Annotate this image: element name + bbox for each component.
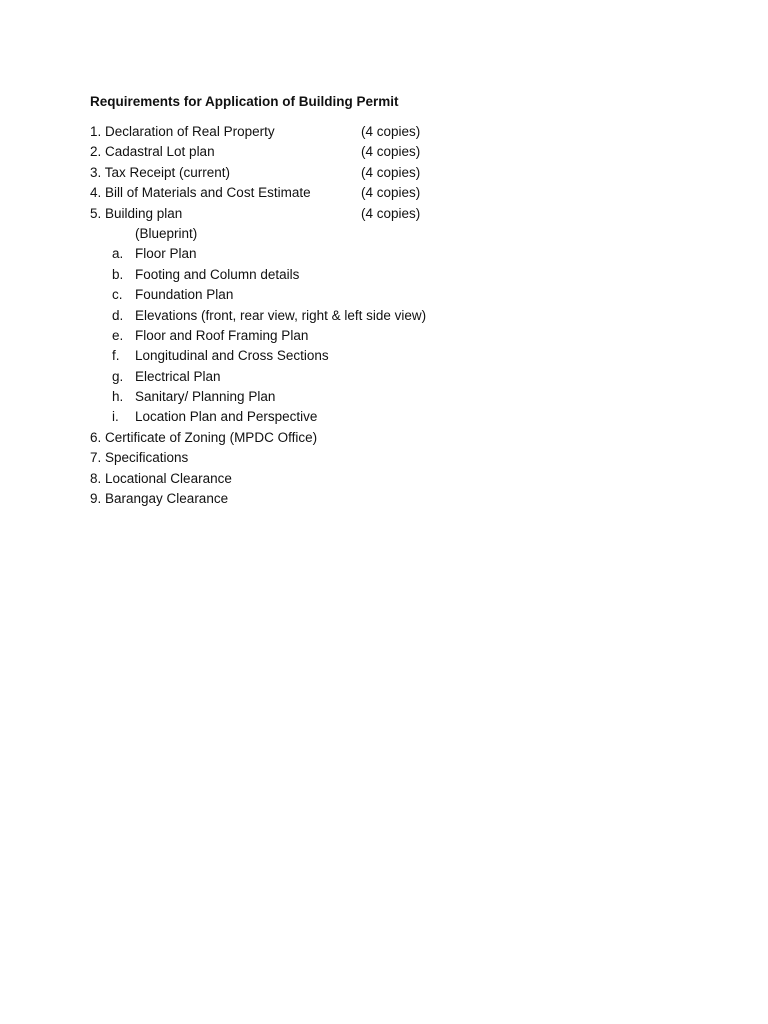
building-plan-note: (Blueprint)	[135, 225, 198, 241]
sub-item-text: Elevations (front, rear view, right & left side view)	[135, 307, 427, 323]
copies-count: (4 copies)	[361, 124, 421, 139]
copies-count: (4 copies)	[361, 164, 421, 180]
sub-item-letter: e.	[112, 327, 124, 343]
sub-item-text: Sanitary/ Planning Plan	[135, 389, 276, 405]
requirement-item	[90, 428, 710, 448]
requirement-item	[90, 122, 710, 142]
sub-item-text: Longitudinal and Cross Sections	[135, 348, 329, 364]
requirement-text: 9. Barangay Clearance	[90, 491, 229, 507]
requirement-text: 5. Building plan	[90, 205, 183, 221]
sub-item-letter: a.	[112, 246, 124, 262]
sub-item	[90, 285, 710, 305]
sub-item-letter: b.	[112, 266, 124, 282]
requirement-item	[90, 183, 710, 203]
sub-item	[90, 346, 710, 366]
sub-item	[90, 306, 710, 326]
sub-item	[90, 387, 710, 407]
copies-count: (4 copies)	[361, 205, 421, 221]
sub-item	[90, 407, 710, 427]
requirement-item	[90, 204, 710, 224]
sub-item-text: Footing and Column details	[135, 266, 300, 282]
copies-count: (4 copies)	[361, 144, 421, 160]
copies-count: (4 copies)	[361, 185, 421, 201]
requirement-item	[90, 489, 710, 509]
sub-item-text: Floor and Roof Framing Plan	[135, 327, 309, 343]
requirement-text: 2. Cadastral Lot plan	[90, 144, 215, 160]
requirement-text: 6. Certificate of Zoning (MPDC Office)	[90, 429, 318, 445]
sub-item-letter: f.	[112, 348, 120, 364]
requirement-item	[90, 142, 710, 162]
sub-item-letter: g.	[112, 368, 124, 384]
requirement-item	[90, 469, 710, 489]
requirement-text: 8. Locational Clearance	[90, 470, 232, 486]
sub-item-text: Location Plan and Perspective	[135, 409, 318, 425]
sub-item-letter: i.	[112, 409, 119, 425]
sub-item-text: Electrical Plan	[135, 368, 221, 384]
sub-item	[90, 326, 710, 346]
requirements-document	[90, 92, 710, 509]
requirement-text: 3. Tax Receipt (current)	[90, 164, 231, 180]
requirement-text: 7. Specifications	[90, 450, 189, 466]
sub-item-letter: h.	[112, 389, 124, 405]
sub-item-text: Foundation Plan	[135, 287, 234, 303]
sub-item-letter: d.	[112, 307, 124, 323]
sub-item-text: Floor Plan	[135, 246, 197, 262]
sub-item-letter: c.	[112, 287, 123, 303]
sub-item	[90, 367, 710, 387]
sub-item	[90, 244, 710, 264]
document-title: Requirements for Application of Building Permit	[90, 94, 399, 109]
requirement-text: 1. Declaration of Real Property	[90, 124, 275, 139]
sub-item	[90, 265, 710, 285]
requirement-text: 4. Bill of Materials and Cost Estimate	[90, 185, 311, 201]
requirement-item	[90, 163, 710, 183]
requirement-item	[90, 448, 710, 468]
